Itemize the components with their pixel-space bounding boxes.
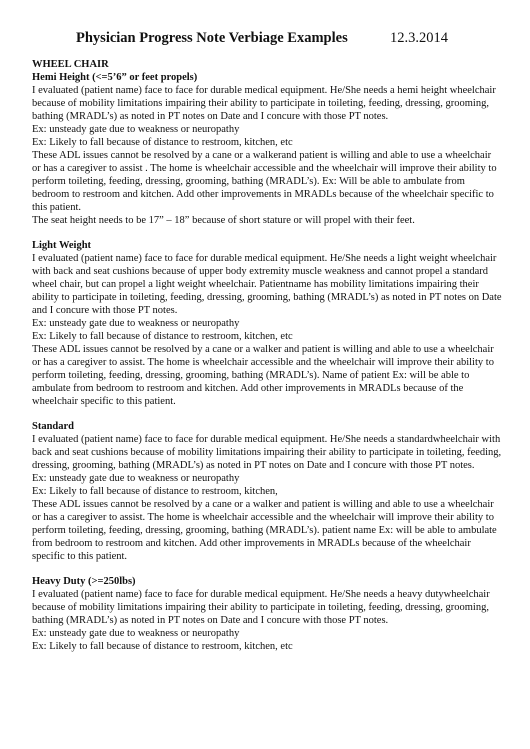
heavy-duty-example-1: Ex: unsteady gate due to weakness or neuropathy <box>32 628 240 639</box>
light-weight-example-1: Ex: unsteady gate due to weakness or neuropathy <box>32 318 240 329</box>
hemi-example-2: Ex: Likely to fall because of distance to restroom, kitchen, etc <box>32 137 293 148</box>
standard-example-2: Ex: Likely to fall because of distance to restroom, kitchen, <box>32 486 278 497</box>
document-date: 12.3.2014 <box>390 30 448 46</box>
standard-paragraph-1: I evaluated (patient name) face to face for durable medical equipment. He/She needs a standardwheelchair with back and seat cushions because of mobility limitations impairing their ability to participate in toileting, feeding, dressing, grooming, bathing (MRADL’s) as noted in PT notes on Date and I concure with those PT notes. <box>32 434 502 471</box>
section-spacer <box>32 227 502 239</box>
light-weight-paragraph-2: These ADL issues cannot be resolved by a cane or a walker and patient is willing and able to use a wheelchair or has a caregiver to assist. The home is wheelchair accessible and the wheelchair will improve their ability to perform toileting, feeding, dressing, grooming, bathing (MRADL’s). Name of patient Ex: will be able to ambulate from bedroom to restroom and kitchen. Add other improvements in MRADLs because of the wheelchair specific to this patient. <box>32 344 494 407</box>
document-body <box>32 58 502 653</box>
light-weight-example-2: Ex: Likely to fall because of distance to restroom, kitchen, etc <box>32 331 293 342</box>
hemi-paragraph-1: I evaluated (patient name) face to face for durable medical equipment. He/She needs a hemi height wheelchair because of mobility limitations impairing their ability to participate in toileting, feeding, dressing, grooming, bathing (MRADL’s) as noted in PT notes on Date and I concure with those PT notes. <box>32 85 496 122</box>
hemi-paragraph-3: The seat height needs to be 17” – 18” because of short stature or will propel with their feet. <box>32 215 415 226</box>
heavy-duty-paragraph-1: I evaluated (patient name) face to face for durable medical equipment. He/She needs a heavy dutywheelchair because of mobility limitations impairing their ability to participate in toileting, feeding, dressing, grooming, bathing (MRADL’s) as noted in PT notes on Date and I concure with those PT notes. <box>32 589 490 626</box>
sub-heading-heavy-duty: Heavy Duty (>=250lbs) <box>32 576 136 587</box>
section-spacer <box>32 408 502 420</box>
hemi-paragraph-2: These ADL issues cannot be resolved by a cane or a walkerand patient is willing and able to use a wheelchair or has a caregiver to assist . The home is wheelchair accessible and the wheelchair will improve their ability to perform toileting, feeding, dressing, grooming, bathing (MRADL’s). Ex: Will be able to ambulate from bedroom to restroom and kitchen. Add other improvements in MRADLs because of the wheelchair specific to this patient. <box>32 150 497 213</box>
hemi-example-1: Ex: unsteady gate due to weakness or neuropathy <box>32 124 240 135</box>
sub-heading-standard: Standard <box>32 421 75 432</box>
standard-paragraph-2: These ADL issues cannot be resolved by a cane or a walker and patient is willing and able to use a wheelchair or has a caregiver to assist. The home is wheelchair accessible and the wheelchair will improve their ability to perform toileting, feeding, dressing, grooming, bathing (MRADL’s). patient name Ex: will be able to ambulate from bedroom to restroom and kitchen. Add other improvements in MRADLs because of the wheelchair specific to this patient. <box>32 499 497 562</box>
light-weight-paragraph-1: I evaluated (patient name) face to face for durable medical equipment. He/She needs a light weight wheelchair with back and seat cushions because of upper body extremity muscle weakness and cannot propel a standard wheel chair, but can propel a light weight wheelchair. Patientname has mobility limitations impairing their ability to participate in toileting, feeding, dressing, grooming, bathing (MRADL’s) as noted in PT notes on Date and I concure with those PT notes. <box>32 253 502 316</box>
standard-example-1: Ex: unsteady gate due to weakness or neuropathy <box>32 473 240 484</box>
sub-heading-hemi-height: Hemi Height (<=5’6” or feet propels) <box>32 72 198 83</box>
page-title: Physician Progress Note Verbiage Examples <box>76 30 348 46</box>
sub-heading-light-weight: Light Weight <box>32 240 92 251</box>
section-spacer <box>32 563 502 575</box>
heavy-duty-example-2: Ex: Likely to fall because of distance to restroom, kitchen, etc <box>32 641 293 652</box>
section-heading-wheel-chair: WHEEL CHAIR <box>32 59 109 70</box>
